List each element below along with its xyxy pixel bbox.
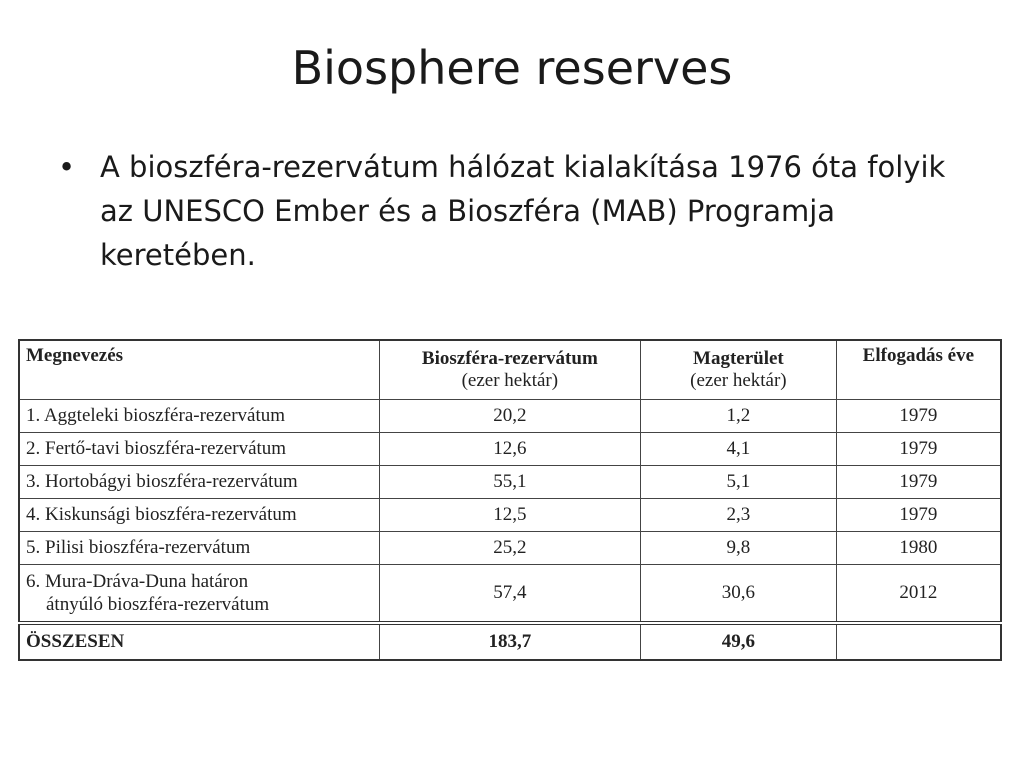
total-label: ÖSSZESEN xyxy=(19,623,379,660)
row-core: 2,3 xyxy=(641,499,837,532)
reserves-table-wrapper xyxy=(18,339,1002,661)
row-core: 30,6 xyxy=(641,565,837,624)
bullet-dot: • xyxy=(58,150,76,184)
row-year: 1979 xyxy=(836,499,1001,532)
reserves-table xyxy=(18,339,1002,661)
table-row xyxy=(19,532,1001,565)
header-core xyxy=(641,340,837,400)
bullet-text: A bioszféra-rezervátum hálózat kialakítása 1976 óta folyik az UNESCO Ember és a Bioszféra (MAB) Programja keretében. xyxy=(100,150,946,272)
row-name xyxy=(19,565,379,624)
header-year: Elfogadás éve xyxy=(836,340,1001,400)
row-core: 4,1 xyxy=(641,433,837,466)
header-name: Megnevezés xyxy=(19,340,379,400)
table-row xyxy=(19,565,1001,624)
header-reserve xyxy=(379,340,640,400)
row-year: 2012 xyxy=(836,565,1001,624)
row-year: 1979 xyxy=(836,466,1001,499)
slide-title: Biosphere reserves xyxy=(291,41,733,95)
total-year xyxy=(836,623,1001,660)
row-name: 1. Aggteleki bioszféra-rezervátum xyxy=(19,400,379,433)
table-header-row xyxy=(19,340,1001,400)
bullet-paragraph xyxy=(58,145,958,277)
row-year: 1980 xyxy=(836,532,1001,565)
header-reserve-label: Bioszféra-rezervátum xyxy=(421,348,598,369)
row-core: 1,2 xyxy=(641,400,837,433)
row-reserve: 12,6 xyxy=(379,433,640,466)
table-total-row xyxy=(19,623,1001,660)
row-core: 9,8 xyxy=(641,532,837,565)
row-year: 1979 xyxy=(836,400,1001,433)
table-row xyxy=(19,466,1001,499)
row-reserve: 12,5 xyxy=(379,499,640,532)
row-name: 4. Kiskunsági bioszféra-rezervátum xyxy=(19,499,379,532)
header-reserve-unit: (ezer hektár) xyxy=(461,370,559,391)
row-reserve: 25,2 xyxy=(379,532,640,565)
row-name: 2. Fertő-tavi bioszféra-rezervátum xyxy=(19,433,379,466)
row-name: 3. Hortobágyi bioszféra-rezervátum xyxy=(19,466,379,499)
row-reserve: 20,2 xyxy=(379,400,640,433)
header-core-label: Magterület xyxy=(693,348,784,369)
total-core: 49,6 xyxy=(641,623,837,660)
row-reserve: 57,4 xyxy=(379,565,640,624)
row-name: 5. Pilisi bioszféra-rezervátum xyxy=(19,532,379,565)
table-row xyxy=(19,400,1001,433)
table-row xyxy=(19,499,1001,532)
table-row xyxy=(19,433,1001,466)
row-reserve: 55,1 xyxy=(379,466,640,499)
row-core: 5,1 xyxy=(641,466,837,499)
header-core-unit: (ezer hektár) xyxy=(690,370,787,391)
total-reserve: 183,7 xyxy=(379,623,640,660)
row-name-line1: 6. Mura-Dráva-Duna határon xyxy=(26,571,249,592)
row-year: 1979 xyxy=(836,433,1001,466)
row-name-line2: átnyúló bioszféra-rezervátum xyxy=(46,594,270,615)
